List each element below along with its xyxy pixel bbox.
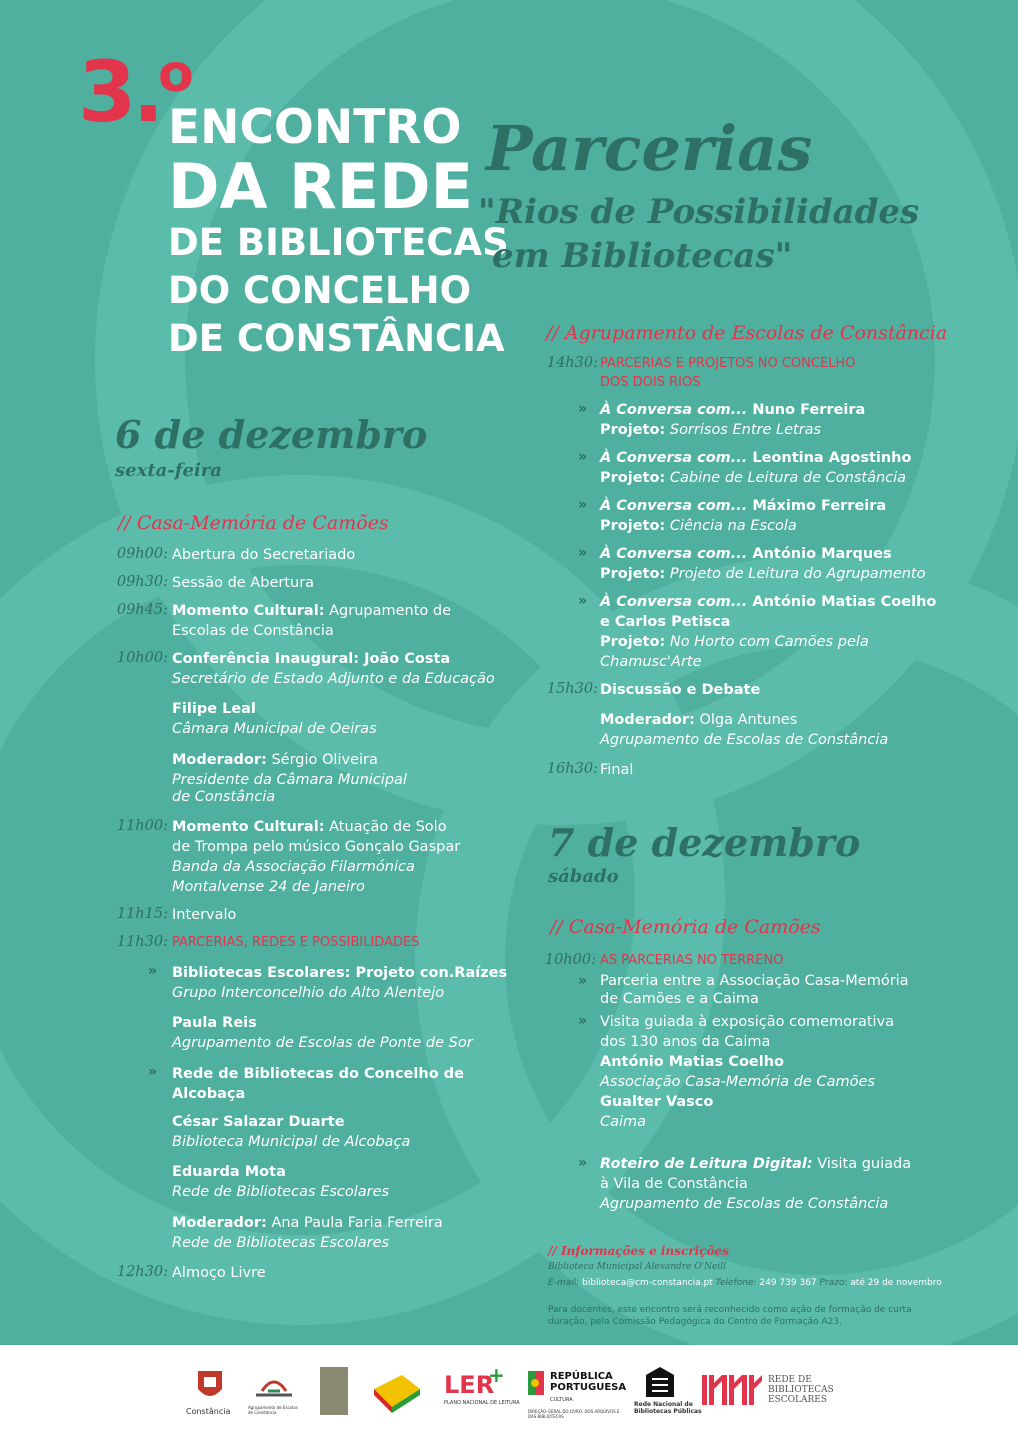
- session-title: PARCERIAS E PROJETOS NO CONCELHO DOS DOIS RIOS: [600, 356, 856, 390]
- conversation-item: À Conversa com... Leontina Agostinho Projeto: Cabine de Leitura de Constância: [600, 450, 912, 486]
- moderator: Moderador: Ana Paula Faria Ferreira Rede de Bibliotecas Escolares: [172, 1215, 443, 1251]
- speaker: Filipe Leal Câmara Municipal de Oeiras: [172, 701, 377, 737]
- time-label: 10h00:: [544, 952, 596, 968]
- republica-label: REPÚBLICA PORTUGUESA: [550, 1371, 627, 1393]
- constancia-label: Constância: [186, 1407, 231, 1416]
- ler-logo: LER: [444, 1371, 495, 1399]
- activity: Visita guiada à exposição comemorativa dos 130 anos da Caima António Matias Coelho Associação Casa-Memória de Camões Gualter Vasco Caima: [600, 1014, 895, 1130]
- constancia-logo: [190, 1367, 230, 1407]
- agrupamento-label: Agrupamento de Escolas de Constância: [248, 1405, 298, 1415]
- cultura-label: CULTURA: [550, 1397, 573, 1403]
- bullet-arrow-icon: »: [148, 963, 158, 979]
- schedule-item: Conferência Inaugural: João Costa Secretário de Estado Adjunto e da Educação: [172, 651, 495, 687]
- bullet-arrow-icon: »: [578, 449, 588, 465]
- bullet-arrow-icon: »: [578, 973, 588, 989]
- speaker: César Salazar Duarte Biblioteca Municipal de Alcobaça: [172, 1114, 411, 1150]
- agrupamento-logo: [252, 1373, 296, 1403]
- email-link[interactable]: biblioteca@cm-constancia.pt: [582, 1278, 713, 1288]
- activity: Parceria entre a Associação Casa-Memória de Camões e a Caima: [600, 973, 909, 1007]
- schedule-item: Momento Cultural: Atuação de Solo de Trompa pelo músico Gonçalo Gaspar Banda da Associação Filarmónica Montalvense 24 de Janeiro: [172, 819, 461, 895]
- speaker: Eduarda Mota Rede de Bibliotecas Escolares: [172, 1164, 390, 1200]
- bullet-arrow-icon: »: [578, 1155, 588, 1171]
- rbe-logo: [702, 1375, 762, 1405]
- schedule-item: Almoço Livre: [172, 1265, 266, 1281]
- time-label: 12h30:: [116, 1264, 168, 1280]
- day1-date: 6 de dezembro: [115, 412, 428, 457]
- debate-label: Discussão e Debate: [600, 682, 761, 698]
- activity: Roteiro de Leitura Digital: Visita guiada à Vila de Constância Agrupamento de Escolas de Constância: [600, 1156, 912, 1212]
- time-label: 16h30:: [546, 761, 598, 777]
- edition-number: 3.: [78, 43, 161, 141]
- school-photo-logo: [320, 1367, 348, 1415]
- theme-title: Parcerias: [486, 112, 813, 185]
- presentation: Rede de Bibliotecas do Concelho de Alcobaça: [172, 1066, 464, 1102]
- session-title: AS PARCERIAS NO TERRENO: [600, 953, 784, 968]
- time-label: 11h15:: [116, 906, 168, 922]
- time-label: 14h30:: [546, 355, 598, 371]
- title-line-1: ENCONTRO: [168, 100, 462, 155]
- rnbp-label: Rede Nacional de Bibliotecas Públicas: [634, 1401, 702, 1415]
- theme-subtitle-line-1: "Rios de Possibilidades: [478, 192, 920, 232]
- theme-subtitle: [478, 190, 919, 278]
- republica-flag-logo: [528, 1371, 544, 1395]
- schedule-item: Sessão de Abertura: [172, 575, 315, 591]
- schedule-item: Final: [600, 762, 634, 778]
- dglab-label: DIREÇÃO-GERAL DO LIVRO, DOS ARQUIVOS E DAS BIBLIOTECAS: [528, 1409, 620, 1419]
- bullet-arrow-icon: »: [578, 497, 588, 513]
- conversation-item: À Conversa com... Máximo Ferreira Projeto: Ciência na Escola: [600, 498, 887, 534]
- bullet-arrow-icon: »: [578, 401, 588, 417]
- time-label: 15h30:: [546, 681, 598, 697]
- bullet-arrow-icon: »: [148, 1064, 158, 1080]
- schedule-item: Intervalo: [172, 907, 237, 923]
- library-name: Biblioteca Municipal Alexandre O'Neill: [548, 1262, 726, 1272]
- bullet-arrow-icon: »: [578, 545, 588, 561]
- ler-label: PLANO NACIONAL DE LEITURA: [444, 1400, 520, 1406]
- plus-icon: +: [488, 1363, 505, 1387]
- time-label: 11h00:: [116, 818, 168, 834]
- afternoon-venue: // Agrupamento de Escolas de Constância: [546, 322, 948, 344]
- moderator: Moderador: Sérgio Oliveira Presidente da Câmara Municipal de Constância: [172, 752, 407, 805]
- time-label: 09h45:: [116, 602, 168, 618]
- day1-weekday: sexta-feira: [115, 460, 222, 481]
- schedule-item: Momento Cultural: Agrupamento de Escolas de Constância: [172, 603, 451, 639]
- speaker: Paula Reis Agrupamento de Escolas de Ponte de Sor: [172, 1015, 473, 1051]
- time-label: 09h30:: [116, 574, 168, 590]
- theme-subtitle-line-2: em Bibliotecas": [492, 236, 793, 276]
- conversation-item: À Conversa com... Nuno Ferreira Projeto: Sorrisos Entre Letras: [600, 402, 866, 438]
- rbe-label: REDE DE BIBLIOTECAS ESCOLARES: [768, 1375, 834, 1405]
- conversation-item: À Conversa com... António Marques Projeto: Projeto de Leitura do Agrupamento: [600, 546, 926, 582]
- schedule-item: Abertura do Secretariado: [172, 547, 356, 563]
- day2-date: 7 de dezembro: [548, 820, 861, 865]
- time-label: 11h30:: [116, 934, 168, 950]
- rnbp-logo: [644, 1365, 676, 1399]
- time-label: 09h00:: [116, 546, 168, 562]
- sponsor-footer: [0, 1345, 1018, 1440]
- bullet-arrow-icon: »: [578, 593, 588, 609]
- time-label: 10h00:: [116, 650, 168, 666]
- day2-venue: // Casa-Memória de Camões: [550, 916, 821, 938]
- contact-line: E-mail: biblioteca@cm-constancia.pt Telefone: 249 739 367 Prazo: até 29 de novembro: [548, 1278, 942, 1288]
- event-title: [168, 100, 509, 368]
- title-line-4: DO CONCELHO: [168, 269, 472, 312]
- day2-weekday: sábado: [548, 866, 619, 887]
- bullet-arrow-icon: »: [578, 1013, 588, 1029]
- title-line-2: DA REDE: [168, 150, 473, 223]
- presentation: Bibliotecas Escolares: Projeto con.Raízes Grupo Interconcelhio do Alto Alentejo: [172, 965, 508, 1001]
- conversation-item: À Conversa com... António Matias Coelho e Carlos Petisca Projeto: No Horto com Camões pela Chamusc'Arte: [600, 594, 937, 670]
- info-title: // Informações e inscrições: [548, 1244, 729, 1258]
- title-line-5: DE CONSTÂNCIA: [168, 317, 505, 360]
- day1-venue: // Casa-Memória de Camões: [118, 512, 389, 534]
- session-title: PARCERIAS, REDES E POSSIBILIDADES: [172, 935, 420, 950]
- title-line-3: DE BIBLIOTECAS: [168, 221, 509, 264]
- edition-ordinal: o: [158, 44, 194, 104]
- colorful-project-logo: [372, 1369, 422, 1413]
- moderator: Moderador: Olga Antunes Agrupamento de Escolas de Constância: [600, 712, 889, 748]
- note: Para docentes, este encontro será reconhecido como ação de formação de curta duração, pela Comissão Pedagógica do Centro de Formação A23.: [548, 1305, 912, 1327]
